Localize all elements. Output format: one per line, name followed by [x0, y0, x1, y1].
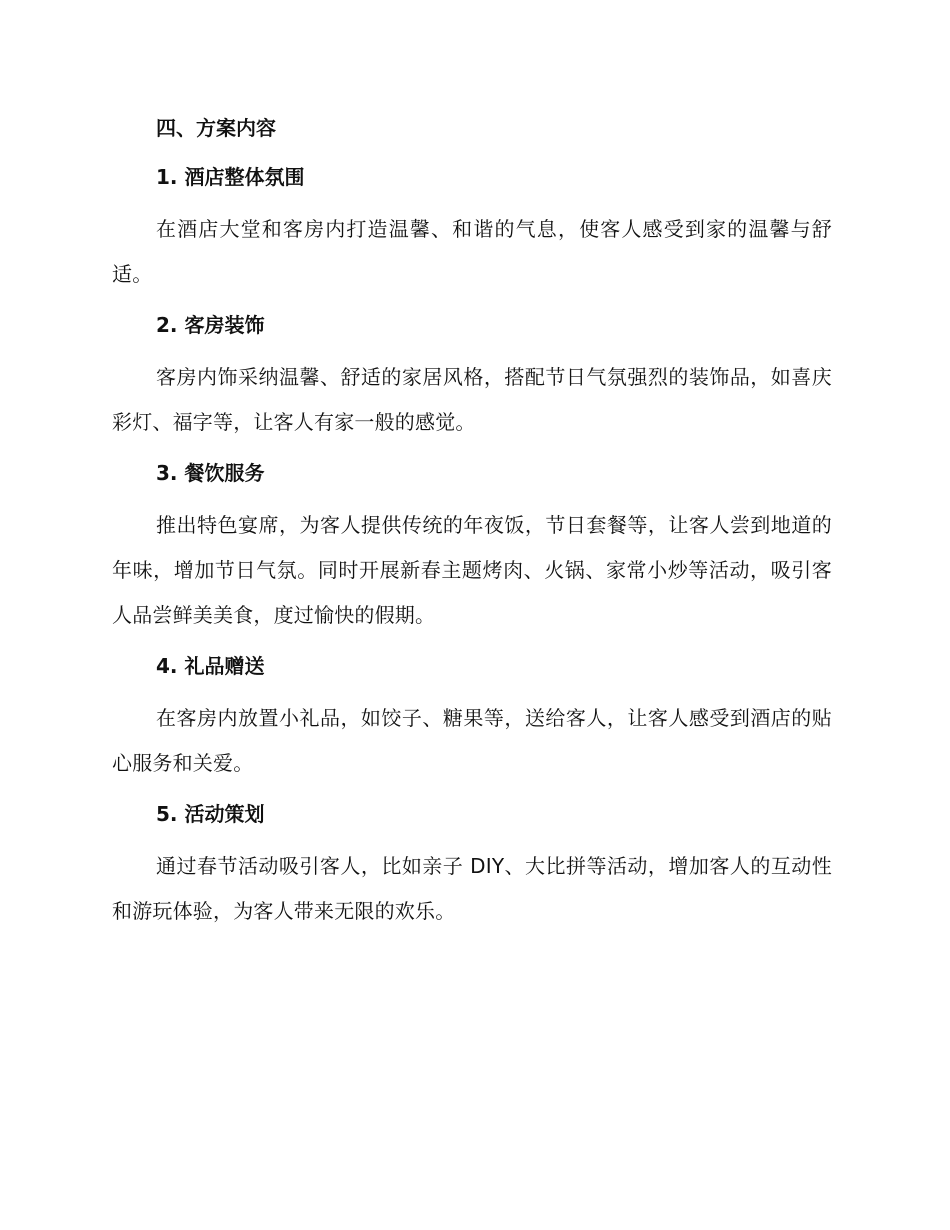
item-heading-1: 1. 酒店整体氛围 — [156, 165, 305, 189]
item-paragraph-2: 客房内饰采纳温馨、舒适的家居风格，搭配节日气氛强烈的装饰品，如喜庆彩灯、福字等，让客人有家一般的感觉。 — [112, 365, 832, 434]
section-title: 四、方案内容 — [156, 116, 276, 140]
item-heading-3: 3. 餐饮服务 — [156, 461, 265, 485]
document-content — [112, 110, 832, 944]
item-heading-2: 2. 客房装饰 — [156, 313, 265, 337]
item-paragraph-5: 通过春节活动吸引客人，比如亲子 DIY、大比拼等活动，增加客人的互动性和游玩体验，为客人带来无限的欢乐。 — [112, 854, 832, 923]
item-paragraph-1: 在酒店大堂和客房内打造温馨、和谐的气息，使客人感受到家的温馨与舒适。 — [112, 217, 832, 286]
item-heading-4: 4. 礼品赠送 — [156, 654, 265, 678]
item-paragraph-3: 推出特色宴席，为客人提供传统的年夜饭，节日套餐等，让客人尝到地道的年味，增加节日气氛。同时开展新春主题烤肉、火锅、家常小炒等活动，吸引客人品尝鲜美美食，度过愉快的假期。 — [112, 513, 832, 627]
item-paragraph-4: 在客房内放置小礼品，如饺子、糖果等，送给客人，让客人感受到酒店的贴心服务和关爱。 — [112, 706, 832, 775]
item-heading-5: 5. 活动策划 — [156, 802, 265, 826]
